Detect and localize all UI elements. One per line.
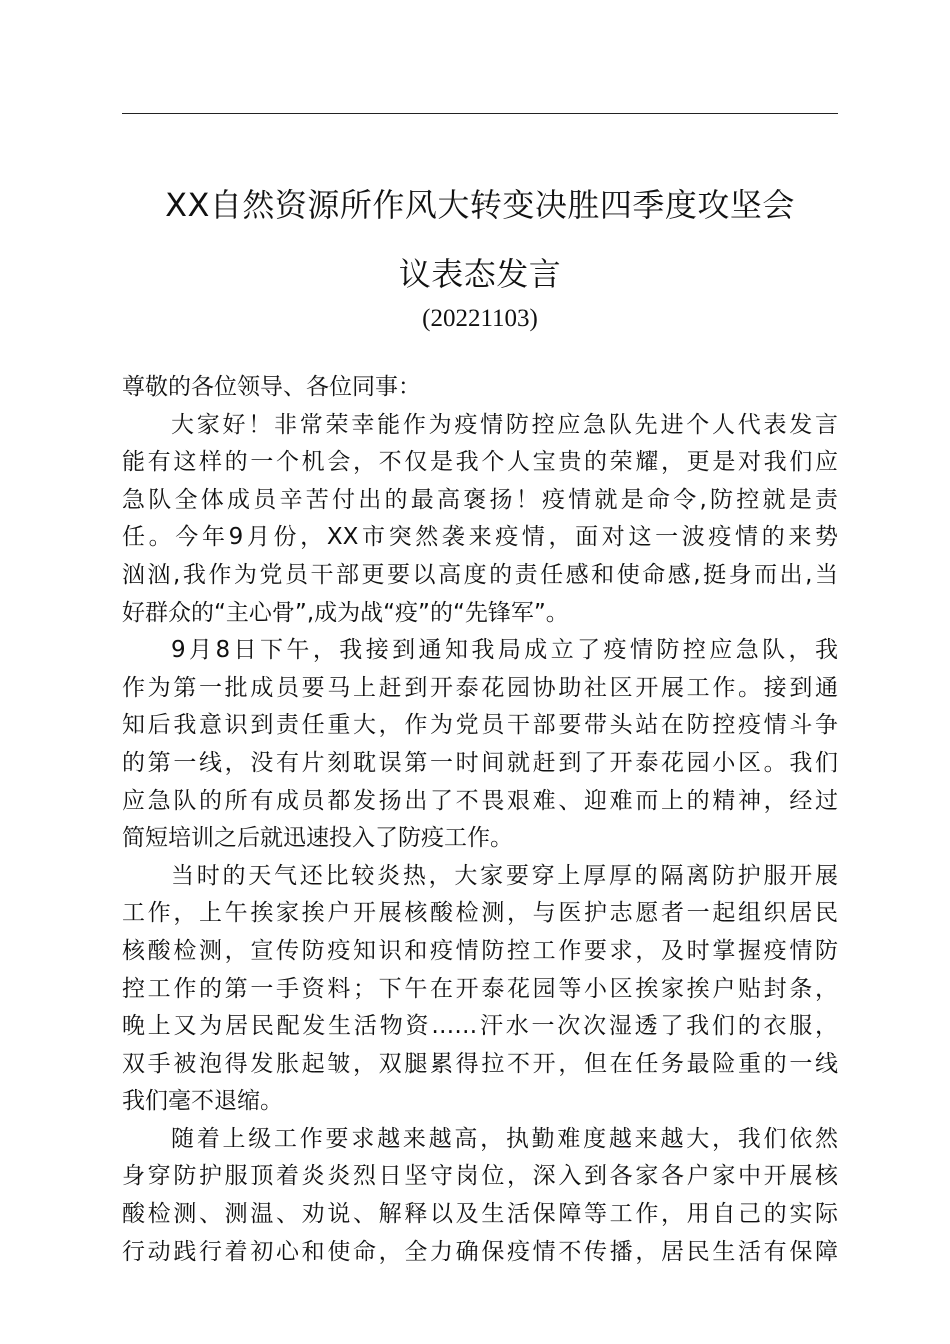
paragraph-3 xyxy=(122,858,838,1121)
paragraph-line: 身穿防护服顶着炎炎烈日坚守岗位，深入到各家各户家中开展核 xyxy=(122,1163,838,1190)
paragraph-line: 当时的天气还比较炎热，大家要穿上厚厚的隔离防护服开展 xyxy=(171,862,838,889)
paragraph-line: 能有这样的一个机会，不仅是我个人宝贵的荣耀，更是对我们应 xyxy=(122,449,838,476)
paragraph-line: 的第一线，没有片刻耽误第一时间就赶到了开泰花园小区。我们 xyxy=(122,749,838,776)
document-title-line-2: 议表态发言 xyxy=(398,255,562,293)
paragraph-line: 随着上级工作要求越来越高，执勤难度越来越大，我们依然 xyxy=(171,1125,838,1152)
paragraph-line: 任。今年9月份，XX市突然袭来疫情，面对这一波疫情的来势 xyxy=(122,524,838,551)
header-rule xyxy=(122,113,838,114)
paragraph-line: 汹汹,我作为党员干部更要以高度的责任感和使命感,挺身而出,当 xyxy=(122,561,838,588)
paragraph-line: 应急队的所有成员都发扬出了不畏艰难、迎难而上的精神，经过 xyxy=(122,787,838,814)
paragraph-line: 酸检测、测温、劝说、解释以及生活保障等工作，用自己的实际 xyxy=(122,1201,838,1228)
paragraph-line: 我们毫不退缩。 xyxy=(122,1088,283,1115)
paragraph-line: 急队全体成员辛苦付出的最高褒扬！疫情就是命令,防控就是责 xyxy=(122,486,838,513)
paragraph-line: 晚上又为居民配发生活物资……汗水一次次湿透了我们的衣服， xyxy=(122,1013,838,1040)
paragraph-line: 工作，上午挨家挨户开展核酸检测，与医护志愿者一起组织居民 xyxy=(122,900,838,927)
paragraph-line: 双手被泡得发胀起皱，双腿累得拉不开，但在任务最险重的一线 xyxy=(122,1050,838,1077)
paragraph-line: 好群众的“主心骨”,成为战“疫”的“先锋军”。 xyxy=(122,599,569,626)
paragraph-2 xyxy=(122,632,838,858)
paragraph-line: 核酸检测，宣传防疫知识和疫情防控工作要求，及时掌握疫情防 xyxy=(122,937,838,964)
paragraph-4 xyxy=(122,1121,838,1271)
document-body xyxy=(122,369,838,1271)
paragraph-line: 知后我意识到责任重大，作为党员干部要带头站在防控疫情斗争 xyxy=(122,712,838,739)
paragraph-1 xyxy=(122,407,838,633)
document-title-line-1: XX自然资源所作风大转变决胜四季度攻坚会 xyxy=(165,186,795,224)
paragraph-line: 简短培训之后就迅速投入了防疫工作。 xyxy=(122,825,513,852)
paragraph-line: 9月8日下午，我接到通知我局成立了疫情防控应急队，我 xyxy=(171,637,838,664)
paragraph-line: 作为第一批成员要马上赶到开泰花园协助社区开展工作。接到通 xyxy=(122,674,838,701)
document-date: (20221103) xyxy=(422,305,538,332)
paragraph-line: 大家好！非常荣幸能作为疫情防控应急队先进个人代表发言 xyxy=(171,411,838,438)
paragraph-line: 行动践行着初心和使命，全力确保疫情不传播，居民生活有保障 xyxy=(122,1238,838,1265)
salutation: 尊敬的各位领导、各位同事： xyxy=(122,374,421,400)
paragraph-line: 控工作的第一手资料；下午在开泰花园等小区挨家挨户贴封条， xyxy=(122,975,838,1002)
